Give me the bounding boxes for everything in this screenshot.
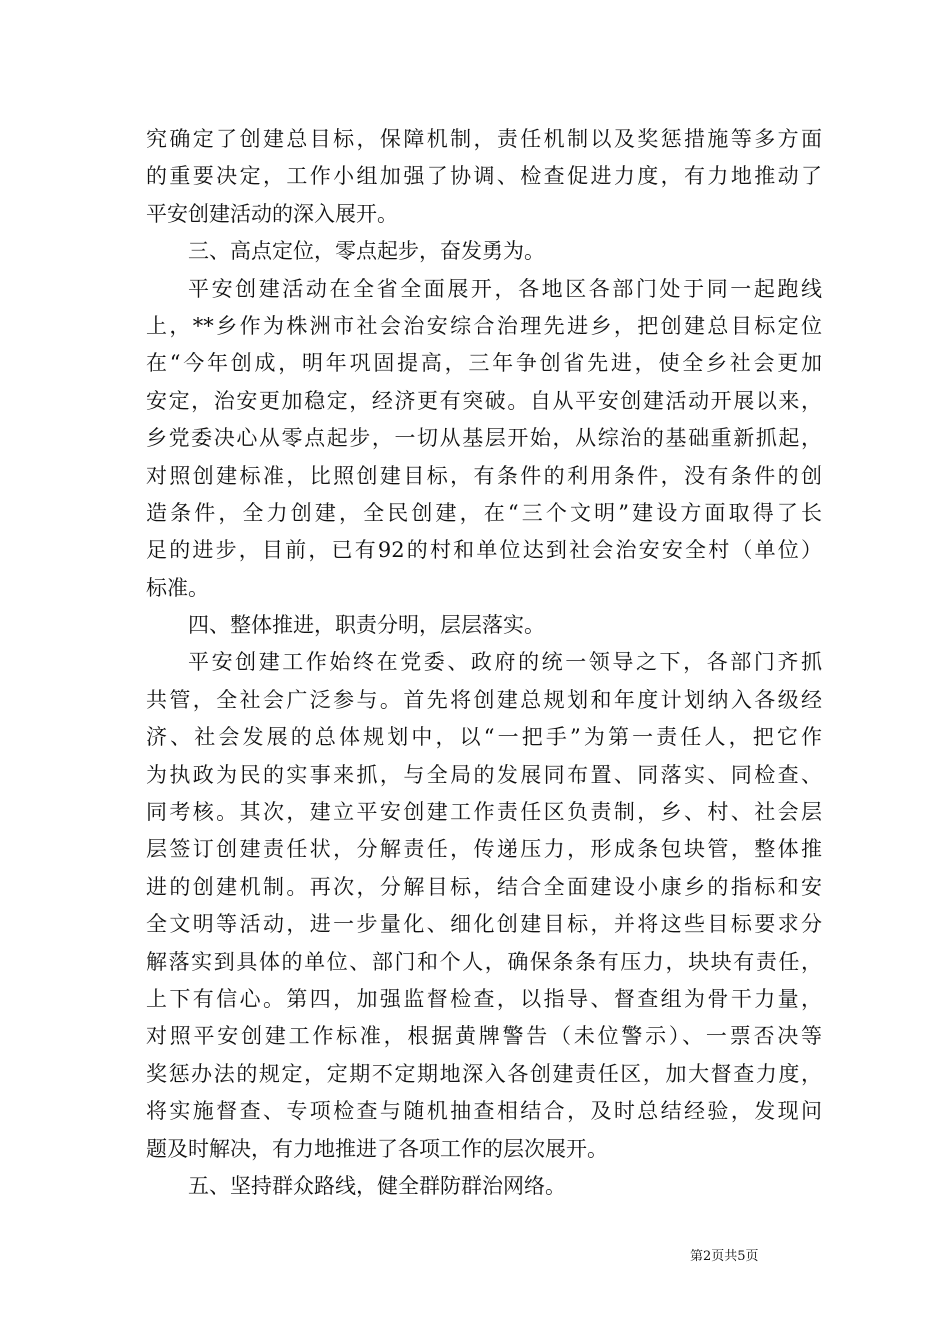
text-line: 平安创建工作始终在党委、政府的统一领导之下，各部门齐抓 [188,650,822,675]
text-line: 为执政为民的实事来抓，与全局的发展同布置、同落实、同检查、 [146,762,822,787]
text-line: 上，**乡作为株洲市社会治安综合治理先进乡，把创建总目标定位 [146,313,822,338]
text-line: 足的进步，目前，已有92的村和单位达到社会治安安全村（单位） [146,538,822,563]
page-number-footer: 第2页共5页 [690,1249,759,1264]
text-line: 标准。 [146,575,209,600]
text-line: 平安创建活动在全省全面展开，各地区各部门处于同一起跑线 [188,276,822,301]
text-line: 造条件，全力创建，全民创建，在“三个文明”建设方面取得了长 [146,500,822,525]
text-line: 五、坚持群众路线，健全群防群治网络。 [188,1173,566,1198]
text-line: 将实施督查、专项检查与随机抽查相结合，及时总结经验，发现问 [146,1099,822,1124]
text-line: 解落实到具体的单位、部门和个人，确保条条有压力，块块有责任， [146,949,822,974]
text-line: 对照平安创建工作标准，根据黄牌警告（未位警示）、一票否决等 [146,1024,822,1049]
text-line: 在“今年创成，明年巩固提高，三年争创省先进，使全乡社会更加 [146,351,822,376]
text-line: 四、整体推进，职责分明，层层落实。 [188,613,545,638]
text-line: 奖惩办法的规定，定期不定期地深入各创建责任区，加大督查力度， [146,1061,822,1086]
text-line: 安定，治安更加稳定，经济更有突破。自从平安创建活动开展以来， [146,388,822,413]
text-line: 平安创建活动的深入展开。 [146,201,398,226]
document-body [146,121,822,1205]
text-line: 究确定了创建总目标，保障机制，责任机制以及奖惩措施等多方面 [146,127,822,151]
text-line: 同考核。其次，建立平安创建工作责任区负责制，乡、村、社会层 [146,800,822,825]
text-line: 的重要决定，工作小组加强了协调、检查促进力度，有力地推动了 [146,164,822,189]
text-line: 全文明等活动，进一步量化、细化创建目标，并将这些目标要求分 [146,912,822,937]
text-line: 三、高点定位，零点起步，奋发勇为。 [188,239,545,264]
text-line: 层签订创建责任状，分解责任，传递压力，形成条包块管，整体推 [146,837,822,862]
text-line: 共管，全社会广泛参与。首先将创建总规划和年度计划纳入各级经 [146,687,822,712]
text-line: 乡党委决心从零点起步，一切从基层开始，从综治的基础重新抓起， [146,426,822,451]
text-line: 济、社会发展的总体规划中，以“一把手”为第一责任人，把它作 [146,725,822,750]
text-line: 题及时解决，有力地推进了各项工作的层次展开。 [146,1136,608,1161]
text-line: 进的创建机制。再次，分解目标，结合全面建设小康乡的指标和安 [146,874,822,899]
text-line: 上下有信心。第四，加强监督检查，以指导、督查组为骨干力量， [146,986,822,1011]
text-line: 对照创建标准，比照创建目标，有条件的利用条件，没有条件的创 [146,463,822,488]
